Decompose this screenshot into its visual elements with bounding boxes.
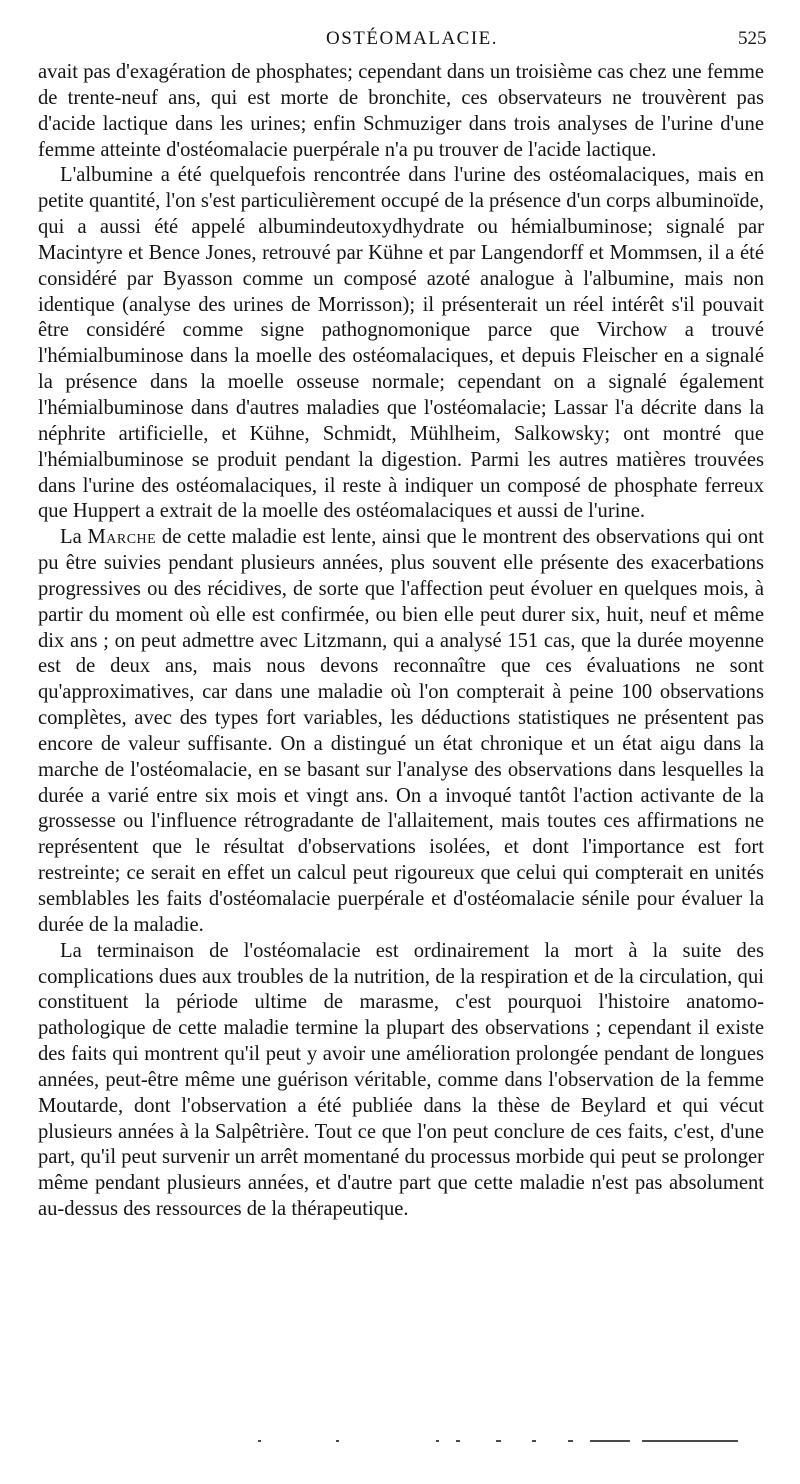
paragraph-continued: avait pas d'exagération de phosphates; cependant dans un troisième cas chez une femme de trente-neuf ans, qui est morte de bronchite, ces observateurs ne trouvèrent pas d'acide lactique dans les urines; enfin Schmuziger dans trois analyses de l'urine d'une femme atteinte d'ostéomalacie puerpérale n'a pu trouver de l'acide lactique.	[38, 61, 764, 161]
paragraph-marche	[38, 525, 764, 939]
footer-print-artifact	[250, 1436, 750, 1446]
page-number: 525	[738, 28, 767, 49]
paragraph-albumine: L'albumine a été quelquefois rencontrée dans l'urine des ostéomalaciques, mais en petite quantité, l'on s'est particulièrement occupé de la présence d'un corps albuminoïde, qui a aussi été appelé albumindeutoxydhydrate ou hémialbuminose; signalé par Macintyre et Bence Jones, retrouvé par Kühne et par Langendorff et Mommsen, il a été considéré par Byasson comme un composé azoté analogue à l'albumine, mais non identique (analyse des urines de Morrisson); il présenterait un réel intérêt s'il pouvait être considéré comme signe pathognomonique parce que Virchow a trouvé l'hémialbuminose dans la moelle des ostéomalaciques, et depuis Fleischer en a signalé la présence dans la moelle osseuse normale; cependant on a signalé également l'hémialbuminose dans d'autres maladies que l'ostéomalacie; Lassar l'a décrite dans la néphrite artificielle, et Kühne, Schmidt, Mühlheim, Salkowsky; ont montré que l'hémialbuminose se produit pendant la digestion. Parmi les autres matières trouvées dans l'urine des ostéomalaciques, il reste à indiquer un composé de phosphate ferreux que Huppert a extrait de la moelle des ostéomalaciques et aussi de l'urine.	[38, 164, 764, 523]
body-text	[38, 60, 764, 1223]
section-keyword-marche: Marche	[87, 526, 157, 549]
paragraph-marche-lead: La	[60, 526, 88, 549]
running-title: OSTÉOMALACIE.	[326, 28, 499, 49]
paragraph-marche-body: de cette maladie est lente, ainsi que le montrent des observations qui ont pu être suivies pendant plusieurs années, plus souvent elle présente des exacerbations progressives ou des récidives, de sorte que l'affection peut évoluer en quelques mois, à partir du moment où elle est confirmée, ou bien elle peut durer six, huit, neuf et même dix ans ; on peut admettre avec Litzmann, qui a analysé 151 cas, que la durée moyenne est de deux ans, mais nous devons reconnaître que ces évaluations ne sont qu'approximatives, car dans une maladie où l'on compterait à peine 100 observations complètes, avec des types fort variables, les déductions statistiques ne présentent pas encore de valeur suffisante. On a distingué un état chronique et un état aigu dans la marche de l'ostéomalacie, en se basant sur l'analyse des observations dans lesquelles la durée a varié entre six mois et vingt ans. On a invoqué tantôt l'action activante de la grossesse ou l'influence rétrogradante de l'allaitement, mais toutes ces affirmations ne représentent que le résultat d'observations isolées, et dont l'importance est fort restreinte; ce serait en effet un calcul peut rigoureux que celui qui compterait en unités semblables les faits d'ostéomalacie puerpérale et d'ostéomalacie sénile pour évaluer la durée de la maladie.	[38, 526, 764, 936]
page-header	[0, 28, 800, 58]
paragraph-terminaison: La terminaison de l'ostéomalacie est ordinairement la mort à la suite des complications dues aux troubles de la nutrition, de la respiration et de la circulation, qui constituent la période ultime de marasme, c'est pourquoi l'histoire anatomo-pathologique de cette maladie termine la plupart des observations ; cependant il existe des faits qui montrent qu'il peut y avoir une amélioration prolongée pendant de longues années, peut-être même une guérison véritable, comme dans l'observation de la femme Moutarde, dont l'observation a été publiée dans la thèse de Beylard et qui vécut plusieurs années à la Salpêtrière. Tout ce que l'on peut conclure de ces faits, c'est, d'une part, qu'il peut survenir un arrêt momentané du processus morbide qui peut se prolonger même pendant plusieurs années, et d'autre part que cette maladie n'est pas absolument au-dessus des ressources de la thérapeutique.	[38, 939, 764, 1221]
